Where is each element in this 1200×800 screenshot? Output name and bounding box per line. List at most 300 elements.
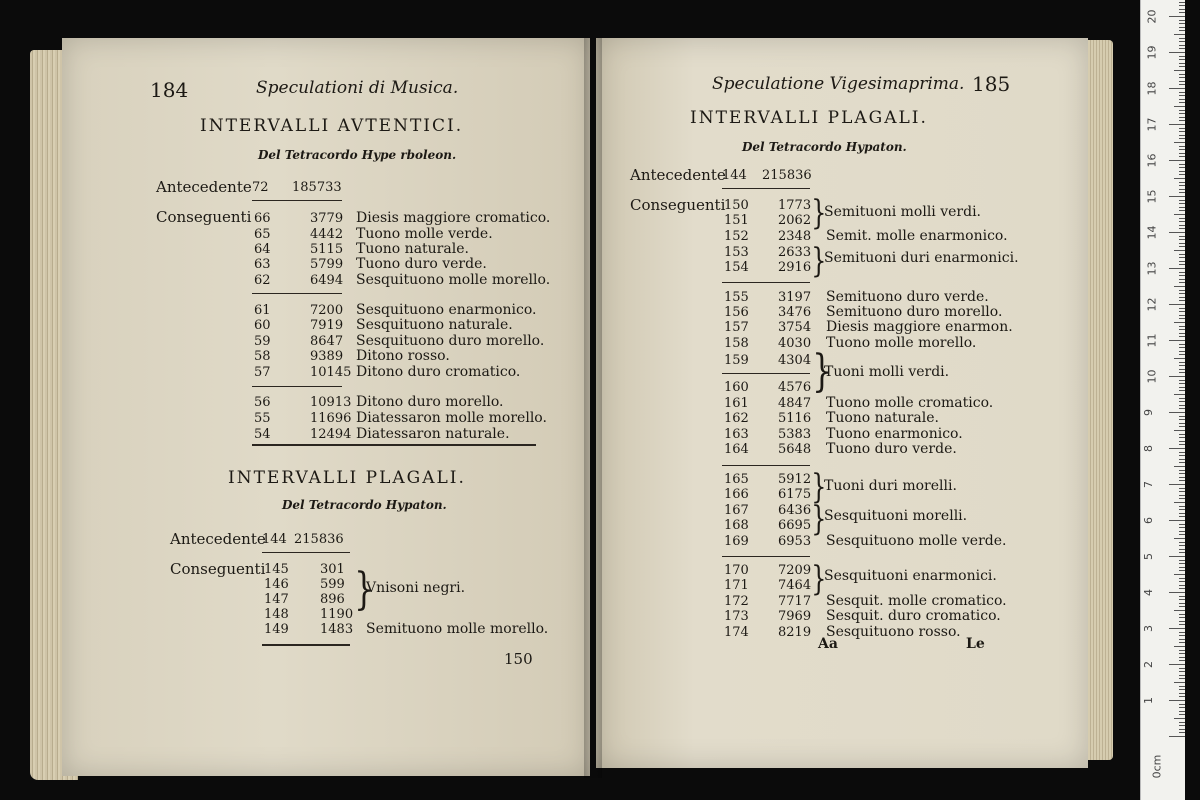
- ruler-tick: [1179, 678, 1185, 679]
- table-row-index: 59: [254, 334, 271, 349]
- ruler-tick: [1179, 542, 1185, 543]
- ruler-tick: [1179, 218, 1185, 219]
- ruler-tick: [1174, 682, 1185, 683]
- ruler-tick: [1179, 239, 1185, 240]
- right-brace-label-3: Tuoni molli verdi.: [824, 364, 950, 380]
- ruler-tick: [1179, 135, 1185, 136]
- table-row-value: 2633: [778, 245, 812, 260]
- table-row-index: 149: [264, 622, 289, 637]
- ruler-tick: [1179, 200, 1185, 201]
- ruler-tick: [1179, 110, 1185, 111]
- ruler-tick: [1179, 318, 1185, 319]
- book-gutter: [584, 38, 602, 778]
- ruler-number: 9: [1142, 409, 1155, 416]
- ruler-tick: [1179, 491, 1185, 492]
- table-row-value: 1190: [320, 607, 354, 622]
- left-consequent-label: Conseguenti: [156, 208, 252, 226]
- ruler-tick: [1179, 156, 1185, 157]
- table-row-value: 4442: [310, 227, 344, 242]
- table-row-value: 8219: [778, 625, 812, 640]
- table-row-index: 159: [724, 353, 749, 368]
- table-row-value: 9389: [310, 349, 344, 364]
- right-consequent-label: Conseguenti: [630, 196, 726, 214]
- ruler-tick: [1179, 462, 1185, 463]
- ruler-tick: [1179, 12, 1185, 13]
- ruler-tick: [1179, 372, 1185, 373]
- ruler-tick: [1169, 268, 1185, 269]
- left-footer-number: 150: [504, 650, 533, 668]
- ruler-tick: [1179, 603, 1185, 604]
- ruler-tick: [1169, 664, 1185, 665]
- ruler-tick: [1169, 196, 1185, 197]
- table-row-description: Sesquituono molle verde.: [826, 533, 1007, 549]
- ruler-tick: [1179, 480, 1185, 481]
- ruler-tick: [1179, 513, 1185, 514]
- table-row-description: Tuono duro verde.: [826, 441, 957, 457]
- ruler-number: 18: [1145, 81, 1159, 96]
- ruler-tick: [1179, 642, 1185, 643]
- ruler-tick: [1179, 639, 1185, 640]
- table-row-value: 3197: [778, 290, 812, 305]
- table-row-description: Sesquit. duro cromatico.: [826, 608, 1001, 624]
- ruler-tick: [1179, 488, 1185, 489]
- ruler-tick: [1179, 455, 1185, 456]
- ruler-tick: [1179, 117, 1185, 118]
- left-s2-antecedent-n: 144: [262, 532, 287, 547]
- ruler-tick: [1179, 207, 1185, 208]
- ruler-tick: [1169, 412, 1185, 413]
- ruler-tick: [1179, 225, 1185, 226]
- ruler-tick: [1169, 340, 1185, 341]
- ruler-number: 5: [1142, 553, 1155, 560]
- table-row-description: Tuono naturale.: [356, 241, 469, 257]
- table-row-value: 5912: [778, 472, 812, 487]
- ruler-number: 17: [1145, 117, 1159, 132]
- ruler-tick: [1179, 722, 1185, 723]
- left-running-head: Speculationi di Musica.: [256, 78, 459, 98]
- table-row-value: 3779: [310, 211, 344, 226]
- ruler-tick: [1169, 124, 1185, 125]
- ruler-tick: [1179, 686, 1185, 687]
- table-row-description: Sesquituono molle morello.: [356, 272, 551, 288]
- ruler-tick: [1174, 430, 1185, 431]
- ruler-tick: [1169, 556, 1185, 557]
- ruler-tick: [1179, 470, 1185, 471]
- ruler-tick: [1174, 574, 1185, 575]
- ruler-tick: [1179, 257, 1185, 258]
- ruler-tick: [1169, 376, 1185, 377]
- ruler-tick: [1179, 182, 1185, 183]
- right-brace-label-6: Sesquituoni enarmonici.: [824, 568, 997, 584]
- ruler-tick: [1179, 308, 1185, 309]
- table-row-index: 148: [264, 607, 289, 622]
- right-subtitle: Del Tetracordo Hypaton.: [742, 140, 907, 154]
- table-row-value: 4030: [778, 336, 812, 351]
- ruler-tick: [1179, 333, 1185, 334]
- rule: [262, 552, 350, 553]
- ruler-number: 3: [1142, 625, 1155, 632]
- ruler-tick: [1179, 189, 1185, 190]
- ruler-tick: [1179, 185, 1185, 186]
- ruler-tick: [1179, 419, 1185, 420]
- ruler-tick: [1179, 131, 1185, 132]
- ruler-tick: [1179, 578, 1185, 579]
- ruler-tick: [1179, 434, 1185, 435]
- ruler-tick: [1174, 34, 1185, 35]
- left-s2-antecedent-label: Antecedente: [170, 530, 266, 548]
- table-row-description: Sesquituono naturale.: [356, 317, 513, 333]
- ruler-tick: [1179, 527, 1185, 528]
- table-row-value: 11696: [310, 411, 352, 426]
- table-row-description: Diesis maggiore cromatico.: [356, 210, 551, 226]
- table-row-description: Diesis maggiore enarmon.: [826, 319, 1013, 335]
- brace-icon: }: [811, 241, 827, 281]
- ruler-tick: [1174, 466, 1185, 467]
- ruler-number: 15: [1145, 189, 1159, 204]
- ruler-tick: [1179, 113, 1185, 114]
- ruler-tick: [1179, 516, 1185, 517]
- ruler-tick: [1179, 315, 1185, 316]
- ruler-tick: [1169, 304, 1185, 305]
- table-row-description: Tuono molle cromatico.: [826, 395, 994, 411]
- table-row-description: Ditono duro cromatico.: [356, 364, 521, 380]
- ruler-tick: [1179, 171, 1185, 172]
- ruler-tick: [1169, 520, 1185, 521]
- ruler-tick: [1179, 707, 1185, 708]
- ruler-tick: [1179, 210, 1185, 211]
- table-row-index: 167: [724, 503, 749, 518]
- table-row-value: 5799: [310, 257, 344, 272]
- table-row-value: 5648: [778, 442, 812, 457]
- table-row-index: 170: [724, 563, 749, 578]
- ruler-number: 7: [1142, 481, 1155, 488]
- table-row-index: 147: [264, 592, 289, 607]
- table-row-value: 8647: [310, 334, 344, 349]
- ruler-tick: [1174, 106, 1185, 107]
- ruler-tick: [1179, 120, 1185, 121]
- table-row-index: 65: [254, 227, 271, 242]
- ruler-tick: [1179, 693, 1185, 694]
- table-row-index: 172: [724, 594, 749, 609]
- table-row-index: 60: [254, 318, 271, 333]
- ruler-tick: [1174, 358, 1185, 359]
- ruler-tick: [1179, 272, 1185, 273]
- ruler-tick: [1174, 214, 1185, 215]
- table-row-index: 55: [254, 411, 271, 426]
- left-section2-subtitle: Del Tetracordo Hypaton.: [282, 498, 447, 512]
- ruler-tick: [1179, 311, 1185, 312]
- ruler-tick: [1174, 394, 1185, 395]
- ruler-tick: [1179, 38, 1185, 39]
- left-s2-consequent-label: Conseguenti: [170, 560, 266, 578]
- left-section1-subtitle: Del Tetracordo Hype rboleon.: [258, 148, 457, 162]
- ruler-tick: [1179, 351, 1185, 352]
- ruler-tick: [1179, 102, 1185, 103]
- ruler-tick: [1179, 498, 1185, 499]
- ruler-tick: [1179, 459, 1185, 460]
- table-row-index: 158: [724, 336, 749, 351]
- ruler-tick: [1179, 675, 1185, 676]
- right-running-head: Speculatione Vigesimaprima.: [712, 74, 965, 94]
- ruler-tick: [1179, 534, 1185, 535]
- ruler-tick: [1179, 632, 1185, 633]
- ruler-tick: [1179, 279, 1185, 280]
- brace-icon: }: [811, 499, 827, 539]
- ruler-tick: [1179, 657, 1185, 658]
- table-row-value: 7717: [778, 594, 812, 609]
- ruler-number: 12: [1145, 297, 1159, 312]
- brace-icon: }: [354, 564, 374, 615]
- ruler-tick: [1169, 448, 1185, 449]
- ruler-tick: [1179, 236, 1185, 237]
- ruler-number: 19: [1145, 45, 1159, 60]
- ruler-tick: [1179, 84, 1185, 85]
- ruler-tick: [1179, 567, 1185, 568]
- right-brace-label-2: Semituoni duri enarmonici.: [824, 250, 1019, 266]
- ruler-tick: [1179, 635, 1185, 636]
- ruler-tick: [1179, 405, 1185, 406]
- table-row-index: 165: [724, 472, 749, 487]
- ruler-tick: [1179, 383, 1185, 384]
- right-catchword: Le: [966, 636, 985, 652]
- table-row-value: 7200: [310, 303, 344, 318]
- table-row-value: 1483: [320, 622, 354, 637]
- ruler-tick: [1179, 174, 1185, 175]
- section-rule: [262, 644, 350, 646]
- rule: [722, 373, 810, 374]
- table-row-description: Diatessaron naturale.: [356, 426, 510, 442]
- ruler-tick: [1179, 441, 1185, 442]
- ruler-tick: [1174, 718, 1185, 719]
- brace-icon: }: [811, 193, 827, 233]
- table-row-value: 7969: [778, 609, 812, 624]
- table-row-value: 6175: [778, 487, 812, 502]
- ruler-tick: [1179, 153, 1185, 154]
- ruler-tick: [1179, 495, 1185, 496]
- table-row-description: Ditono duro morello.: [356, 394, 504, 410]
- left-section2-title: INTERVALLI PLAGALI.: [228, 468, 466, 488]
- brace-icon: }: [812, 346, 832, 397]
- ruler-tick: [1179, 408, 1185, 409]
- measurement-ruler: [1140, 0, 1185, 800]
- table-row-index: 168: [724, 518, 749, 533]
- ruler-tick: [1179, 599, 1185, 600]
- ruler-tick: [1179, 696, 1185, 697]
- ruler-tick: [1179, 531, 1185, 532]
- ruler-tick: [1179, 416, 1185, 417]
- ruler-number: 1: [1142, 697, 1155, 704]
- ruler-tick: [1179, 95, 1185, 96]
- ruler-tick: [1169, 16, 1185, 17]
- rule: [722, 556, 810, 557]
- ruler-tick: [1179, 398, 1185, 399]
- ruler-tick: [1179, 596, 1185, 597]
- rule: [722, 188, 810, 189]
- ruler-tick: [1174, 286, 1185, 287]
- table-row-description: Diatessaron molle morello.: [356, 410, 547, 426]
- ruler-tick: [1174, 610, 1185, 611]
- table-row-value: 896: [320, 592, 345, 607]
- table-row-value: 6695: [778, 518, 812, 533]
- left-antecedent-n: 72: [252, 180, 269, 195]
- ruler-tick: [1179, 128, 1185, 129]
- ruler-tick: [1179, 81, 1185, 82]
- ruler-tick: [1179, 243, 1185, 244]
- page-edges-right: [1085, 40, 1113, 760]
- right-brace-label-4: Tuoni duri morelli.: [824, 478, 957, 494]
- left-antecedent-v: 185733: [292, 180, 342, 195]
- table-row-description: Tuono enarmonico.: [826, 426, 963, 442]
- ruler-tick: [1179, 41, 1185, 42]
- table-row-value: 7464: [778, 578, 812, 593]
- table-row-value: 5383: [778, 427, 812, 442]
- ruler-tick: [1179, 624, 1185, 625]
- ruler-tick: [1179, 477, 1185, 478]
- right-antecedent-n: 144: [722, 168, 747, 183]
- ruler-tick: [1179, 671, 1185, 672]
- ruler-tick: [1179, 369, 1185, 370]
- ruler-number: 11: [1145, 333, 1159, 348]
- ruler-tick: [1179, 2, 1185, 3]
- table-row-description: Sesquituono enarmonico.: [356, 302, 537, 318]
- table-row-index: 56: [254, 395, 271, 410]
- ruler-tick: [1179, 74, 1185, 75]
- table-row-index: 164: [724, 442, 749, 457]
- ruler-tick: [1174, 538, 1185, 539]
- ruler-tick: [1179, 275, 1185, 276]
- table-row-index: 156: [724, 305, 749, 320]
- ruler-tick: [1179, 9, 1185, 10]
- ruler-tick: [1179, 300, 1185, 301]
- ruler-tick: [1179, 48, 1185, 49]
- ruler-tick: [1179, 138, 1185, 139]
- table-row-value: 2348: [778, 229, 812, 244]
- table-row-index: 154: [724, 260, 749, 275]
- ruler-tick: [1179, 290, 1185, 291]
- right-signature: Aa: [818, 636, 838, 652]
- ruler-tick: [1179, 606, 1185, 607]
- table-row-description: Sesquituono rosso.: [826, 624, 961, 640]
- ruler-tick: [1179, 45, 1185, 46]
- ruler-tick: [1179, 581, 1185, 582]
- right-brace-label-5: Sesquituoni morelli.: [824, 508, 968, 524]
- ruler-tick: [1179, 668, 1185, 669]
- ruler-tick: [1179, 401, 1185, 402]
- table-row-index: 169: [724, 534, 749, 549]
- table-row-description: Sesquituono duro morello.: [356, 333, 545, 349]
- table-row-index: 173: [724, 609, 749, 624]
- table-row-index: 174: [724, 625, 749, 640]
- table-row-index: 157: [724, 320, 749, 335]
- ruler-tick: [1179, 354, 1185, 355]
- ruler-tick: [1179, 689, 1185, 690]
- rule: [252, 386, 342, 387]
- ruler-tick: [1179, 261, 1185, 262]
- ruler-tick: [1179, 732, 1185, 733]
- table-row-value: 5115: [310, 242, 344, 257]
- table-row-value: 12494: [310, 427, 352, 442]
- ruler-number: 6: [1142, 517, 1155, 524]
- ruler-tick: [1179, 164, 1185, 165]
- right-antecedent-label: Antecedente: [630, 166, 726, 184]
- rule: [722, 465, 810, 466]
- table-row-value: 4576: [778, 380, 812, 395]
- ruler-tick: [1174, 250, 1185, 251]
- ruler-tick: [1174, 142, 1185, 143]
- table-row-value: 301: [320, 562, 345, 577]
- ruler-tick: [1179, 329, 1185, 330]
- ruler-tick: [1179, 254, 1185, 255]
- table-row-index: 64: [254, 242, 271, 257]
- ruler-tick: [1179, 297, 1185, 298]
- rule: [722, 282, 810, 283]
- ruler-tick: [1179, 437, 1185, 438]
- ruler-tick: [1169, 88, 1185, 89]
- ruler-tick: [1179, 650, 1185, 651]
- table-row-description: Semituono duro morello.: [826, 304, 1003, 320]
- table-row-description: Sesquit. molle cromatico.: [826, 593, 1007, 609]
- ruler-tick: [1174, 322, 1185, 323]
- ruler-tick: [1174, 646, 1185, 647]
- ruler-tick: [1179, 344, 1185, 345]
- table-row-value: 6953: [778, 534, 812, 549]
- ruler-tick: [1179, 653, 1185, 654]
- ruler-tick: [1179, 549, 1185, 550]
- table-row-index: 57: [254, 365, 271, 380]
- table-row-index: 153: [724, 245, 749, 260]
- ruler-tick: [1169, 700, 1185, 701]
- table-row-value: 2916: [778, 260, 812, 275]
- table-row-value: 6436: [778, 503, 812, 518]
- table-row-value: 599: [320, 577, 345, 592]
- ruler-tick: [1179, 560, 1185, 561]
- table-row-index: 66: [254, 211, 271, 226]
- table-row-index: 166: [724, 487, 749, 502]
- ruler-tick: [1179, 99, 1185, 100]
- ruler-tick: [1169, 628, 1185, 629]
- ruler-tick: [1179, 473, 1185, 474]
- ruler-tick: [1179, 660, 1185, 661]
- ruler-tick: [1179, 203, 1185, 204]
- ruler-tick: [1179, 347, 1185, 348]
- rule: [252, 293, 342, 294]
- table-row-index: 54: [254, 427, 271, 442]
- ruler-tick: [1179, 380, 1185, 381]
- ruler-tick: [1179, 27, 1185, 28]
- table-row-index: 171: [724, 578, 749, 593]
- table-row-value: 4304: [778, 353, 812, 368]
- ruler-tick: [1179, 66, 1185, 67]
- ruler-tick: [1174, 502, 1185, 503]
- ruler-tick: [1179, 228, 1185, 229]
- ruler-tick: [1179, 711, 1185, 712]
- table-row-value: 3476: [778, 305, 812, 320]
- table-row-description: Tuono molle morello.: [826, 335, 977, 351]
- ruler-tick: [1179, 563, 1185, 564]
- right-title: INTERVALLI PLAGALI.: [690, 108, 928, 128]
- ruler-tick: [1179, 5, 1185, 6]
- table-row-description: Tuono naturale.: [826, 410, 939, 426]
- table-row-index: 58: [254, 349, 271, 364]
- ruler-tick: [1179, 426, 1185, 427]
- table-row-index: 163: [724, 427, 749, 442]
- ruler-tick: [1169, 160, 1185, 161]
- ruler-tick: [1179, 56, 1185, 57]
- ruler-tick: [1179, 452, 1185, 453]
- left-brace-label: Vnisoni negri.: [366, 580, 466, 596]
- ruler-tick: [1179, 59, 1185, 60]
- ruler-tick: [1169, 736, 1185, 737]
